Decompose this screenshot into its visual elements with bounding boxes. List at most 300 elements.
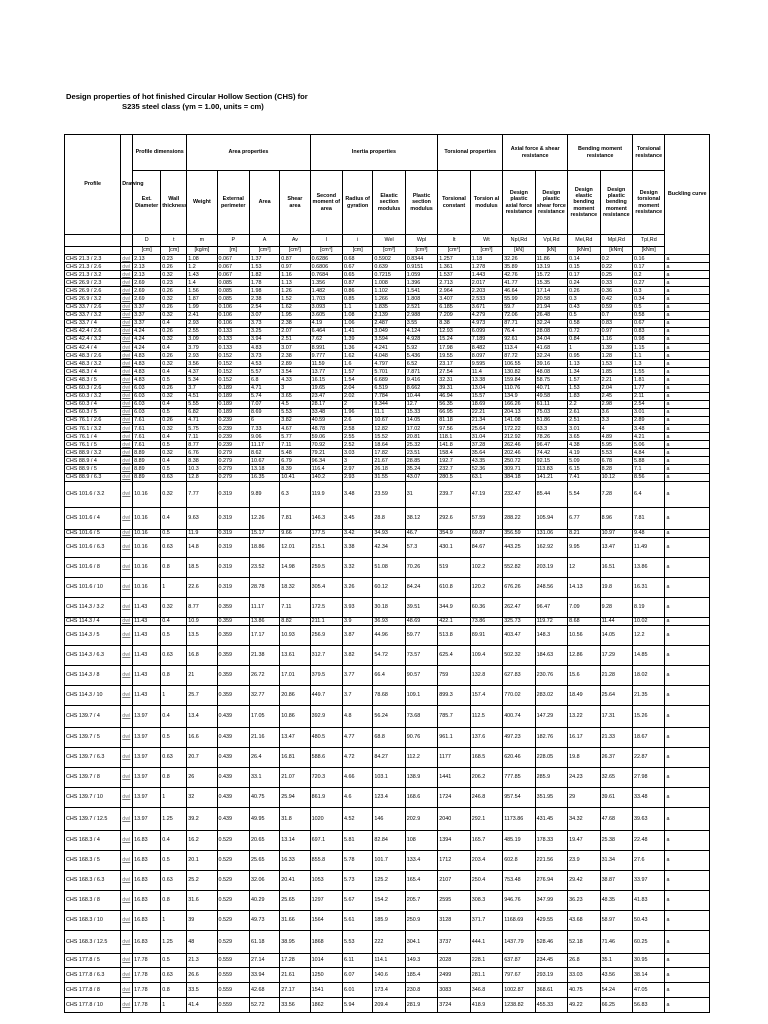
drawing-link[interactable] [121, 787, 133, 807]
value-cell: 0.3 [568, 295, 600, 303]
drawing-link[interactable] [121, 617, 133, 625]
buckling-curve-cell: a [665, 870, 710, 890]
value-cell: 6.4 [633, 481, 665, 507]
drawing-link[interactable] [121, 441, 133, 449]
value-cell: 0.5 [161, 376, 187, 384]
value-cell: 17.78 [133, 982, 161, 997]
drawing-link[interactable] [121, 597, 133, 617]
unit-wpl: [cm³] [405, 247, 438, 255]
value-cell: 17.78 [133, 997, 161, 1012]
value-cell: 2.38 [280, 352, 310, 360]
value-cell: 16.17 [568, 727, 600, 747]
value-cell: 11.43 [133, 617, 161, 625]
drawing-link[interactable] [121, 997, 133, 1012]
value-cell: 697.1 [310, 830, 342, 850]
value-cell: 3.37 [133, 319, 161, 327]
value-cell: 25.32 [405, 441, 438, 449]
value-cell: 26.8 [568, 953, 600, 967]
value-cell: 1.703 [310, 295, 342, 303]
sym-av: Av [280, 235, 310, 247]
drawing-link[interactable] [121, 645, 133, 665]
drawing-link-label[interactable]: dwl [122, 425, 131, 432]
value-cell: 162.92 [535, 537, 567, 557]
value-cell: 34.04 [535, 335, 567, 343]
drawing-link-label[interactable]: dwl [122, 652, 131, 659]
drawing-link-label[interactable]: dwl [122, 604, 131, 611]
value-cell: 0.359 [217, 597, 249, 617]
unit-row [65, 247, 710, 255]
value-cell: 69.87 [470, 529, 502, 537]
value-cell: 2.017 [470, 279, 502, 287]
drawing-link[interactable] [121, 967, 133, 982]
drawing-link-label[interactable]: dwl [122, 897, 131, 904]
value-cell: 2.13 [133, 255, 161, 263]
drawing-link[interactable] [121, 344, 133, 352]
value-cell: 18.86 [249, 537, 279, 557]
value-cell: 79.21 [310, 449, 342, 457]
value-cell: 4.83 [133, 352, 161, 360]
sym-tpl: Tpl,Rd [633, 235, 665, 247]
drawing-link-label[interactable]: dwl [122, 271, 131, 278]
value-cell: 6.82 [187, 408, 217, 416]
table-row [65, 727, 710, 747]
drawing-link-label[interactable]: dwl [122, 938, 131, 945]
value-cell: 14.13 [568, 577, 600, 597]
value-cell: 1868 [310, 930, 342, 953]
drawing-link-label[interactable]: dwl [122, 1001, 131, 1008]
value-cell: 0.5 [161, 408, 187, 416]
drawing-link[interactable] [121, 890, 133, 910]
value-cell: 3.32 [343, 557, 373, 577]
drawing-link-label[interactable]: dwl [122, 584, 131, 591]
drawing-link-label[interactable]: dwl [122, 794, 131, 801]
value-cell: 7.189 [470, 335, 502, 343]
value-cell: 1 [161, 577, 187, 597]
drawing-link[interactable] [121, 953, 133, 967]
drawing-link[interactable] [121, 255, 133, 263]
sym-p: P [217, 235, 249, 247]
value-cell: 23.47 [310, 392, 342, 400]
value-cell: 25.7 [187, 685, 217, 705]
value-cell: 28.8 [373, 507, 405, 529]
table-row [65, 279, 710, 287]
buckling-curve-cell: a [665, 465, 710, 473]
drawing-link-label[interactable]: dwl [122, 837, 131, 844]
value-cell: 13.77 [310, 368, 342, 376]
value-cell: 5.53 [600, 449, 632, 457]
value-cell: 256.9 [310, 625, 342, 645]
value-cell: 2.54 [633, 400, 665, 408]
value-cell: 90.76 [405, 727, 438, 747]
drawing-link-label[interactable]: dwl [122, 917, 131, 924]
drawing-link-label[interactable]: dwl [122, 417, 131, 424]
value-cell: 418.9 [470, 997, 502, 1012]
drawing-link-label[interactable]: dwl [122, 530, 131, 537]
drawing-link[interactable] [121, 287, 133, 295]
drawing-link[interactable] [121, 465, 133, 473]
drawing-link-label[interactable]: dwl [122, 474, 131, 481]
value-cell: 1173.86 [503, 807, 535, 830]
value-cell: 1.16 [600, 335, 632, 343]
drawing-link[interactable] [121, 930, 133, 953]
value-cell: 6.76 [187, 449, 217, 457]
table-row [65, 850, 710, 870]
value-cell: 4.83 [133, 376, 161, 384]
value-cell: 32.06 [249, 870, 279, 890]
value-cell: 480.5 [310, 727, 342, 747]
value-cell: 312.7 [310, 645, 342, 665]
table-row [65, 384, 710, 392]
value-cell: 23.17 [438, 360, 470, 368]
drawing-link[interactable] [121, 400, 133, 408]
value-cell: 5.95 [600, 441, 632, 449]
drawing-link[interactable] [121, 279, 133, 287]
value-cell: 221.56 [535, 850, 567, 870]
value-cell: 215.1 [310, 537, 342, 557]
drawing-link[interactable] [121, 263, 133, 271]
value-cell: 6.03 [133, 408, 161, 416]
drawing-link[interactable] [121, 473, 133, 481]
drawing-link[interactable] [121, 392, 133, 400]
drawing-link-label[interactable]: dwl [122, 385, 131, 392]
value-cell: 1.18 [470, 255, 502, 263]
profile-name-cell: CHS 88.9 / 3.2 [65, 449, 121, 457]
drawing-link-label[interactable]: dwl [122, 433, 131, 440]
table-row [65, 597, 710, 617]
value-cell: 1.43 [187, 271, 217, 279]
value-cell: 12.7 [405, 400, 438, 408]
drawing-link-label[interactable]: dwl [122, 393, 131, 400]
value-cell: 31.8 [280, 807, 310, 830]
drawing-link[interactable] [121, 424, 133, 432]
drawing-link-label[interactable]: dwl [122, 815, 131, 822]
buckling-curve-cell: a [665, 529, 710, 537]
buckling-curve-cell: a [665, 787, 710, 807]
value-cell: 1712 [438, 850, 470, 870]
value-cell: 1.37 [249, 255, 279, 263]
value-cell: 1014 [310, 953, 342, 967]
value-cell: 16.83 [133, 930, 161, 953]
profile-name-cell: CHS 26.9 / 2.6 [65, 287, 121, 295]
value-cell: 159.84 [503, 376, 535, 384]
value-cell: 12.86 [568, 645, 600, 665]
value-cell: 8.89 [133, 457, 161, 465]
drawing-link[interactable] [121, 577, 133, 597]
drawing-link[interactable] [121, 319, 133, 327]
drawing-link[interactable] [121, 457, 133, 465]
value-cell: 1250 [310, 967, 342, 982]
sym-i-radius: i [343, 235, 373, 247]
drawing-link-label[interactable]: dwl [122, 957, 131, 964]
value-cell: 60.25 [633, 930, 665, 953]
value-cell: 232.47 [503, 481, 535, 507]
drawing-link-label[interactable]: dwl [122, 877, 131, 884]
value-cell: 3.6 [600, 408, 632, 416]
drawing-link[interactable] [121, 870, 133, 890]
drawing-link-label[interactable]: dwl [122, 352, 131, 359]
value-cell: 10.16 [133, 529, 161, 537]
value-cell: 33.1 [249, 767, 279, 787]
value-cell: 2.04 [343, 384, 373, 392]
drawing-link[interactable] [121, 747, 133, 767]
unit-mel: [kNm] [568, 247, 600, 255]
table-row [65, 335, 710, 343]
value-cell: 10.16 [133, 507, 161, 529]
drawing-link[interactable] [121, 311, 133, 319]
drawing-link-label[interactable]: dwl [122, 857, 131, 864]
value-cell: 2.533 [470, 295, 502, 303]
value-cell: 2.07 [280, 327, 310, 335]
table-row [65, 557, 710, 577]
profile-name-cell: CHS 42.4 / 2.6 [65, 327, 121, 335]
drawing-link-label[interactable]: dwl [122, 713, 131, 720]
drawing-link-label[interactable]: dwl [122, 734, 131, 741]
drawing-link[interactable] [121, 327, 133, 335]
value-cell: 0.26 [161, 303, 187, 311]
drawing-link-label[interactable]: dwl [122, 449, 131, 456]
profile-name-cell: CHS 101.6 / 8 [65, 557, 121, 577]
drawing-link[interactable] [121, 625, 133, 645]
drawing-link[interactable] [121, 335, 133, 343]
drawing-link[interactable] [121, 449, 133, 457]
value-cell: 31.66 [280, 910, 310, 930]
drawing-link[interactable] [121, 727, 133, 747]
drawing-link-label[interactable]: dwl [122, 360, 131, 367]
value-cell: 3.03 [343, 449, 373, 457]
value-cell: 6.78 [600, 457, 632, 465]
drawing-link-label[interactable]: dwl [122, 618, 131, 625]
value-cell: 9.28 [600, 597, 632, 617]
buckling-curve-cell: a [665, 441, 710, 449]
drawing-link-label[interactable]: dwl [122, 774, 131, 781]
value-cell: 8.89 [133, 465, 161, 473]
value-cell: 899.3 [438, 685, 470, 705]
drawing-link-label[interactable]: dwl [122, 971, 131, 978]
value-cell: 1.53 [568, 384, 600, 392]
drawing-link-label[interactable]: dwl [122, 515, 131, 522]
value-cell: 0.279 [217, 465, 249, 473]
value-cell: 33.48 [310, 408, 342, 416]
drawing-link-label[interactable]: dwl [122, 263, 131, 270]
value-cell: 4.67 [280, 424, 310, 432]
drawing-link[interactable] [121, 376, 133, 384]
value-cell: 87.72 [503, 352, 535, 360]
drawing-link[interactable] [121, 408, 133, 416]
value-cell: 10.02 [633, 617, 665, 625]
value-cell: 4.928 [405, 335, 438, 343]
value-cell: 21.3 [187, 953, 217, 967]
drawing-link-label[interactable]: dwl [122, 255, 131, 262]
value-cell: 1.266 [373, 295, 405, 303]
value-cell: 1724 [438, 787, 470, 807]
value-cell: 14.85 [633, 645, 665, 665]
value-cell: 1.396 [405, 279, 438, 287]
value-cell: 39.51 [405, 597, 438, 617]
value-cell: 0.067 [217, 263, 249, 271]
drawing-link[interactable] [121, 830, 133, 850]
value-cell: 0.27 [633, 279, 665, 287]
value-cell: 28.08 [535, 327, 567, 335]
value-cell: 21.94 [535, 303, 567, 311]
drawing-link-label[interactable]: dwl [122, 491, 131, 498]
value-cell: 0.32 [161, 360, 187, 368]
drawing-link-label[interactable]: dwl [122, 564, 131, 571]
drawing-link-label[interactable]: dwl [122, 632, 131, 639]
value-cell: 3 [280, 384, 310, 392]
drawing-link-label[interactable]: dwl [122, 336, 131, 343]
drawing-link-label[interactable]: dwl [122, 368, 131, 375]
drawing-link-label[interactable]: dwl [122, 304, 131, 311]
drawing-link[interactable] [121, 665, 133, 685]
drawing-link[interactable] [121, 384, 133, 392]
drawing-link[interactable] [121, 537, 133, 557]
value-cell: 0.439 [217, 747, 249, 767]
value-cell: 588.6 [310, 747, 342, 767]
value-cell: 6.11 [343, 953, 373, 967]
drawing-link[interactable] [121, 529, 133, 537]
value-cell: 0.25 [600, 271, 632, 279]
drawing-link-label[interactable]: dwl [122, 296, 131, 303]
value-cell: 26.18 [373, 465, 405, 473]
value-cell: 1.55 [633, 368, 665, 376]
value-cell: 8.62 [249, 449, 279, 457]
drawing-link[interactable] [121, 850, 133, 870]
drawing-link[interactable] [121, 705, 133, 727]
drawing-link[interactable] [121, 507, 133, 529]
value-cell: 25.64 [470, 424, 502, 432]
value-cell: 0.2 [600, 255, 632, 263]
value-cell: 10.86 [280, 705, 310, 727]
drawing-link-label[interactable]: dwl [122, 328, 131, 335]
value-cell: 26.72 [249, 665, 279, 685]
value-cell: 41.77 [503, 279, 535, 287]
drawing-link[interactable] [121, 685, 133, 705]
value-cell: 18.32 [280, 577, 310, 597]
table-row [65, 577, 710, 597]
drawing-link-label[interactable]: dwl [122, 320, 131, 327]
value-cell: 288.22 [503, 507, 535, 529]
drawing-link[interactable] [121, 303, 133, 311]
drawing-link[interactable] [121, 433, 133, 441]
table-row [65, 287, 710, 295]
drawing-link[interactable] [121, 767, 133, 787]
drawing-link-label[interactable]: dwl [122, 401, 131, 408]
drawing-link[interactable] [121, 368, 133, 376]
value-cell: 38.14 [633, 967, 665, 982]
group-axial-shear-resistance: Axial force & shear resistance [503, 135, 568, 171]
value-cell: 0.559 [217, 997, 249, 1012]
drawing-link-label[interactable]: dwl [122, 312, 131, 319]
drawing-link[interactable] [121, 271, 133, 279]
drawing-link-label[interactable]: dwl [122, 465, 131, 472]
drawing-link[interactable] [121, 481, 133, 507]
drawing-link-label[interactable]: dwl [122, 544, 131, 551]
table-row [65, 481, 710, 507]
drawing-link-label[interactable]: dwl [122, 457, 131, 464]
drawing-link-label[interactable]: dwl [122, 287, 131, 294]
value-cell: 0.97 [280, 263, 310, 271]
drawing-link-label[interactable]: dwl [122, 692, 131, 699]
drawing-link[interactable] [121, 807, 133, 830]
value-cell: 13.19 [535, 263, 567, 271]
value-cell: 4.24 [133, 344, 161, 352]
drawing-link-label[interactable]: dwl [122, 376, 131, 383]
value-cell: 11.44 [600, 617, 632, 625]
value-cell: 0.43 [568, 303, 600, 311]
table-row [65, 625, 710, 645]
value-cell: 1177 [438, 747, 470, 767]
value-cell: 33.5 [187, 982, 217, 997]
table-row [65, 376, 710, 384]
drawing-link[interactable] [121, 360, 133, 368]
drawing-link-label[interactable]: dwl [122, 672, 131, 679]
value-cell: 71.46 [600, 930, 632, 953]
drawing-link-label[interactable]: dwl [122, 279, 131, 286]
value-cell: 5.81 [343, 830, 373, 850]
value-cell: 7.77 [187, 481, 217, 507]
value-cell: 97.56 [438, 424, 470, 432]
drawing-link[interactable] [121, 352, 133, 360]
value-cell: 259.5 [310, 557, 342, 577]
value-cell: 7.61 [133, 424, 161, 432]
value-cell: 11.43 [133, 645, 161, 665]
drawing-link[interactable] [121, 910, 133, 930]
value-cell: 1.99 [187, 303, 217, 311]
drawing-link-label[interactable]: dwl [122, 441, 131, 448]
drawing-link[interactable] [121, 982, 133, 997]
value-cell: 0.067 [217, 255, 249, 263]
group-profile-dimensions: Profile dimensions [133, 135, 187, 171]
value-cell: 10.16 [133, 577, 161, 597]
value-cell: 4.8 [343, 705, 373, 727]
drawing-link-label[interactable]: dwl [122, 754, 131, 761]
value-cell: 5.75 [187, 424, 217, 432]
drawing-link-label[interactable]: dwl [122, 986, 131, 993]
value-cell: 961.1 [438, 727, 470, 747]
value-cell: 5.09 [568, 457, 600, 465]
drawing-link[interactable] [121, 416, 133, 424]
value-cell: 96.47 [535, 441, 567, 449]
value-cell: 101.7 [373, 850, 405, 870]
value-cell: 51.08 [373, 557, 405, 577]
value-cell: 444.1 [470, 930, 502, 953]
drawing-link[interactable] [121, 557, 133, 577]
profile-name-cell: CHS 101.6 / 4 [65, 507, 121, 529]
value-cell: 10.41 [280, 473, 310, 481]
value-cell: 308.3 [470, 890, 502, 910]
drawing-link[interactable] [121, 295, 133, 303]
value-cell: 30.95 [633, 953, 665, 967]
value-cell: 2.93 [343, 473, 373, 481]
value-cell: 16.83 [133, 870, 161, 890]
value-cell: 0.5 [161, 727, 187, 747]
value-cell: 1.15 [633, 344, 665, 352]
value-cell: 202.46 [503, 449, 535, 457]
drawing-link-label[interactable]: dwl [122, 344, 131, 351]
value-cell: 43.35 [470, 457, 502, 465]
profile-name-cell: CHS 48.3 / 2.6 [65, 352, 121, 360]
profile-name-cell: CHS 88.9 / 6.3 [65, 473, 121, 481]
value-cell: 35.24 [405, 465, 438, 473]
col-torsional-moment: Design torsional moment resistance [633, 171, 665, 235]
drawing-link-label[interactable]: dwl [122, 409, 131, 416]
profile-name-cell: CHS 60.3 / 3.2 [65, 392, 121, 400]
value-cell: 32.77 [249, 685, 279, 705]
value-cell: 125.2 [373, 870, 405, 890]
profile-name-cell: CHS 177.8 / 6.3 [65, 967, 121, 982]
value-cell: 48.08 [535, 368, 567, 376]
value-cell: 39.63 [633, 807, 665, 830]
